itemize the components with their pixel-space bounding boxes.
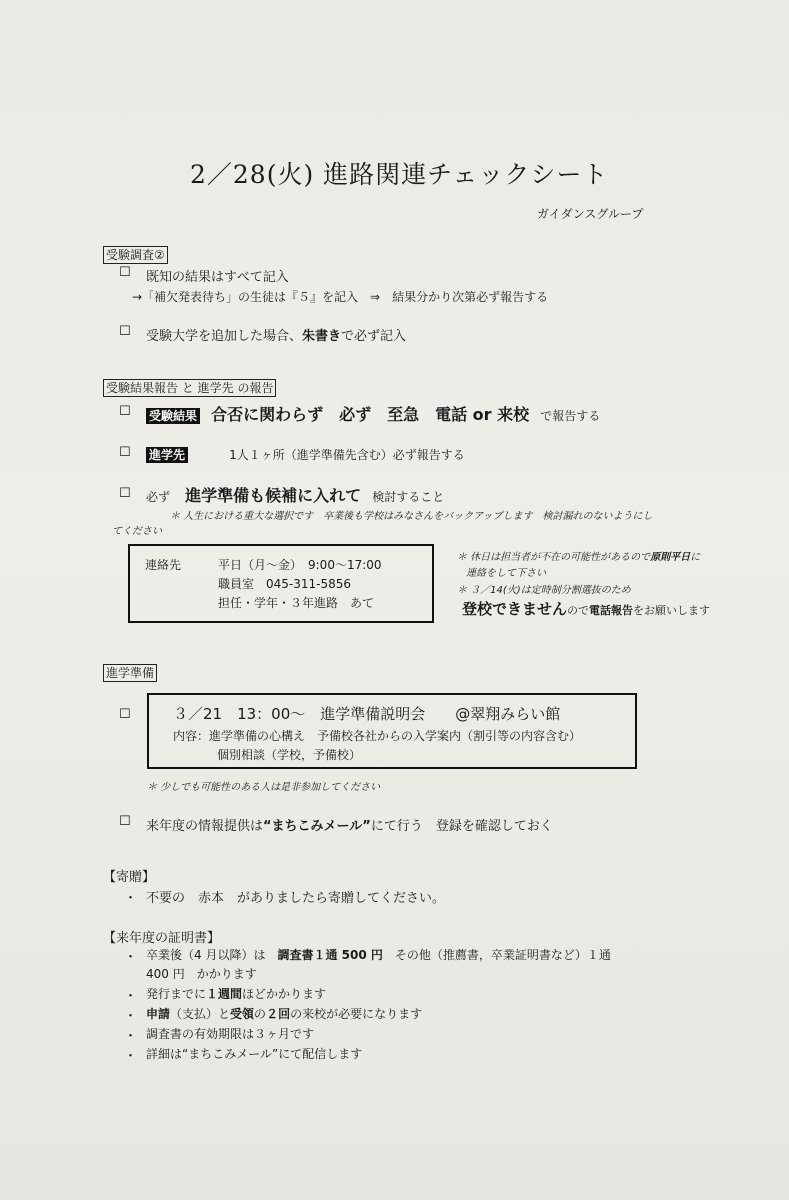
checkbox[interactable]: ☐: [119, 707, 131, 722]
results-report-item-3: 必ず 進学準備も候補に入れて 検討すること: [146, 486, 445, 505]
school-closed-note: ＊ ３／14(火)は定時制分割選抜のため: [457, 585, 631, 596]
results-report-item-2: 進学先 1人１ヶ所（進学準備先含む）必ず報告する: [146, 444, 465, 463]
checkbox[interactable]: ☐: [119, 265, 131, 280]
bullet: ・: [124, 950, 138, 965]
checkbox[interactable]: ☐: [119, 404, 131, 419]
bullet: ・: [124, 891, 138, 906]
checkbox[interactable]: ☐: [119, 486, 131, 501]
event-title: ３／21 13：00～ 進学準備説明会 @翠翔みらい館: [173, 705, 561, 723]
certificates-item-1-cont: 400 円 かかります: [146, 967, 257, 981]
section-heading-prep: 進学準備: [103, 664, 157, 682]
contact-label: 連絡先: [145, 558, 182, 572]
certificates-item-3: 申請（支払）と受領の２回の来校が必要になります: [146, 1007, 423, 1021]
holiday-note: ＊ 休日は担当者が不在の可能性があるので原則平日に: [457, 552, 701, 563]
event-detail: 内容：進学準備の心構え 予備校各社からの入学案内（割引等の内容含む）: [173, 729, 582, 743]
bullet: ・: [124, 1029, 138, 1044]
section-heading-certificates: 【来年度の証明書】: [103, 931, 221, 946]
checkbox[interactable]: ☐: [119, 324, 131, 339]
certificates-item-4: 調査書の有効期限は３ヶ月です: [146, 1027, 315, 1041]
donation-item: 不要の 赤本 がありましたら寄贈してください。: [146, 891, 446, 906]
event-note: ＊ 少しでも可能性のある人は是非参加してください: [147, 782, 381, 793]
certificates-item-1: 卒業後（4 月以降）は 調査書１通 500 円 その他（推薦書，卒業証明書など）１通: [146, 948, 611, 962]
author-group: ガイダンスグループ: [537, 207, 644, 221]
certificates-item-5: 詳細は“まちこみメール”にて配信します: [146, 1047, 363, 1061]
bullet: ・: [124, 989, 138, 1004]
results-report-item-1: 受験結果 合否に関わらず 必ず 至急 電話 or 来校 で報告する: [146, 402, 600, 425]
checkbox[interactable]: ☐: [119, 814, 131, 829]
contact-phone: 職員室 045-311-5856: [218, 577, 352, 591]
section-heading-results-report: 受験結果報告 と 進学先 の報告: [103, 379, 276, 397]
bullet: ・: [124, 1009, 138, 1024]
exam-survey-item-2: 受験大学を追加した場合、朱書きで必ず記入: [146, 329, 407, 344]
school-closed-notice: 登校できませんので電話報告をお願いします: [462, 600, 711, 618]
section-heading-donation: 【寄贈】: [103, 870, 156, 885]
checkbox[interactable]: ☐: [119, 445, 131, 460]
tag-destination: 進学先: [146, 447, 188, 463]
section-heading-exam-survey: 受験調査②: [103, 246, 168, 264]
holiday-note-cont: 連絡をして下さい: [466, 568, 546, 579]
event-detail-2: 個別相談（学校，予備校）: [217, 748, 362, 762]
tag-exam-result: 受験結果: [146, 408, 200, 424]
certificates-item-2: 発行までに１週間ほどかかります: [146, 987, 327, 1001]
results-report-note-cont: てください: [112, 526, 162, 537]
page-title: 2／28(火) 進路関連チェックシート: [190, 160, 609, 189]
contact-addressee: 担任・学年・３年進路 あて: [218, 596, 375, 610]
prep-item-2: 来年度の情報提供は“まちこみメール”にて行う 登録を確認しておく: [146, 819, 553, 834]
exam-survey-item-1: 既知の結果はすべて記入: [146, 270, 289, 285]
results-report-note: ＊ 人生における重大な選択です 卒業後も学校はみなさんをバックアップします 検討漏れのないようにし: [170, 511, 653, 522]
contact-hours: 平日（月～金） 9:00～17:00: [218, 558, 382, 572]
bullet: ・: [124, 1049, 138, 1064]
exam-survey-item-1-sub: →「補欠発表待ち」の生徒は『５』を記入 ⇒ 結果分かり次第必ず報告する: [132, 290, 549, 304]
